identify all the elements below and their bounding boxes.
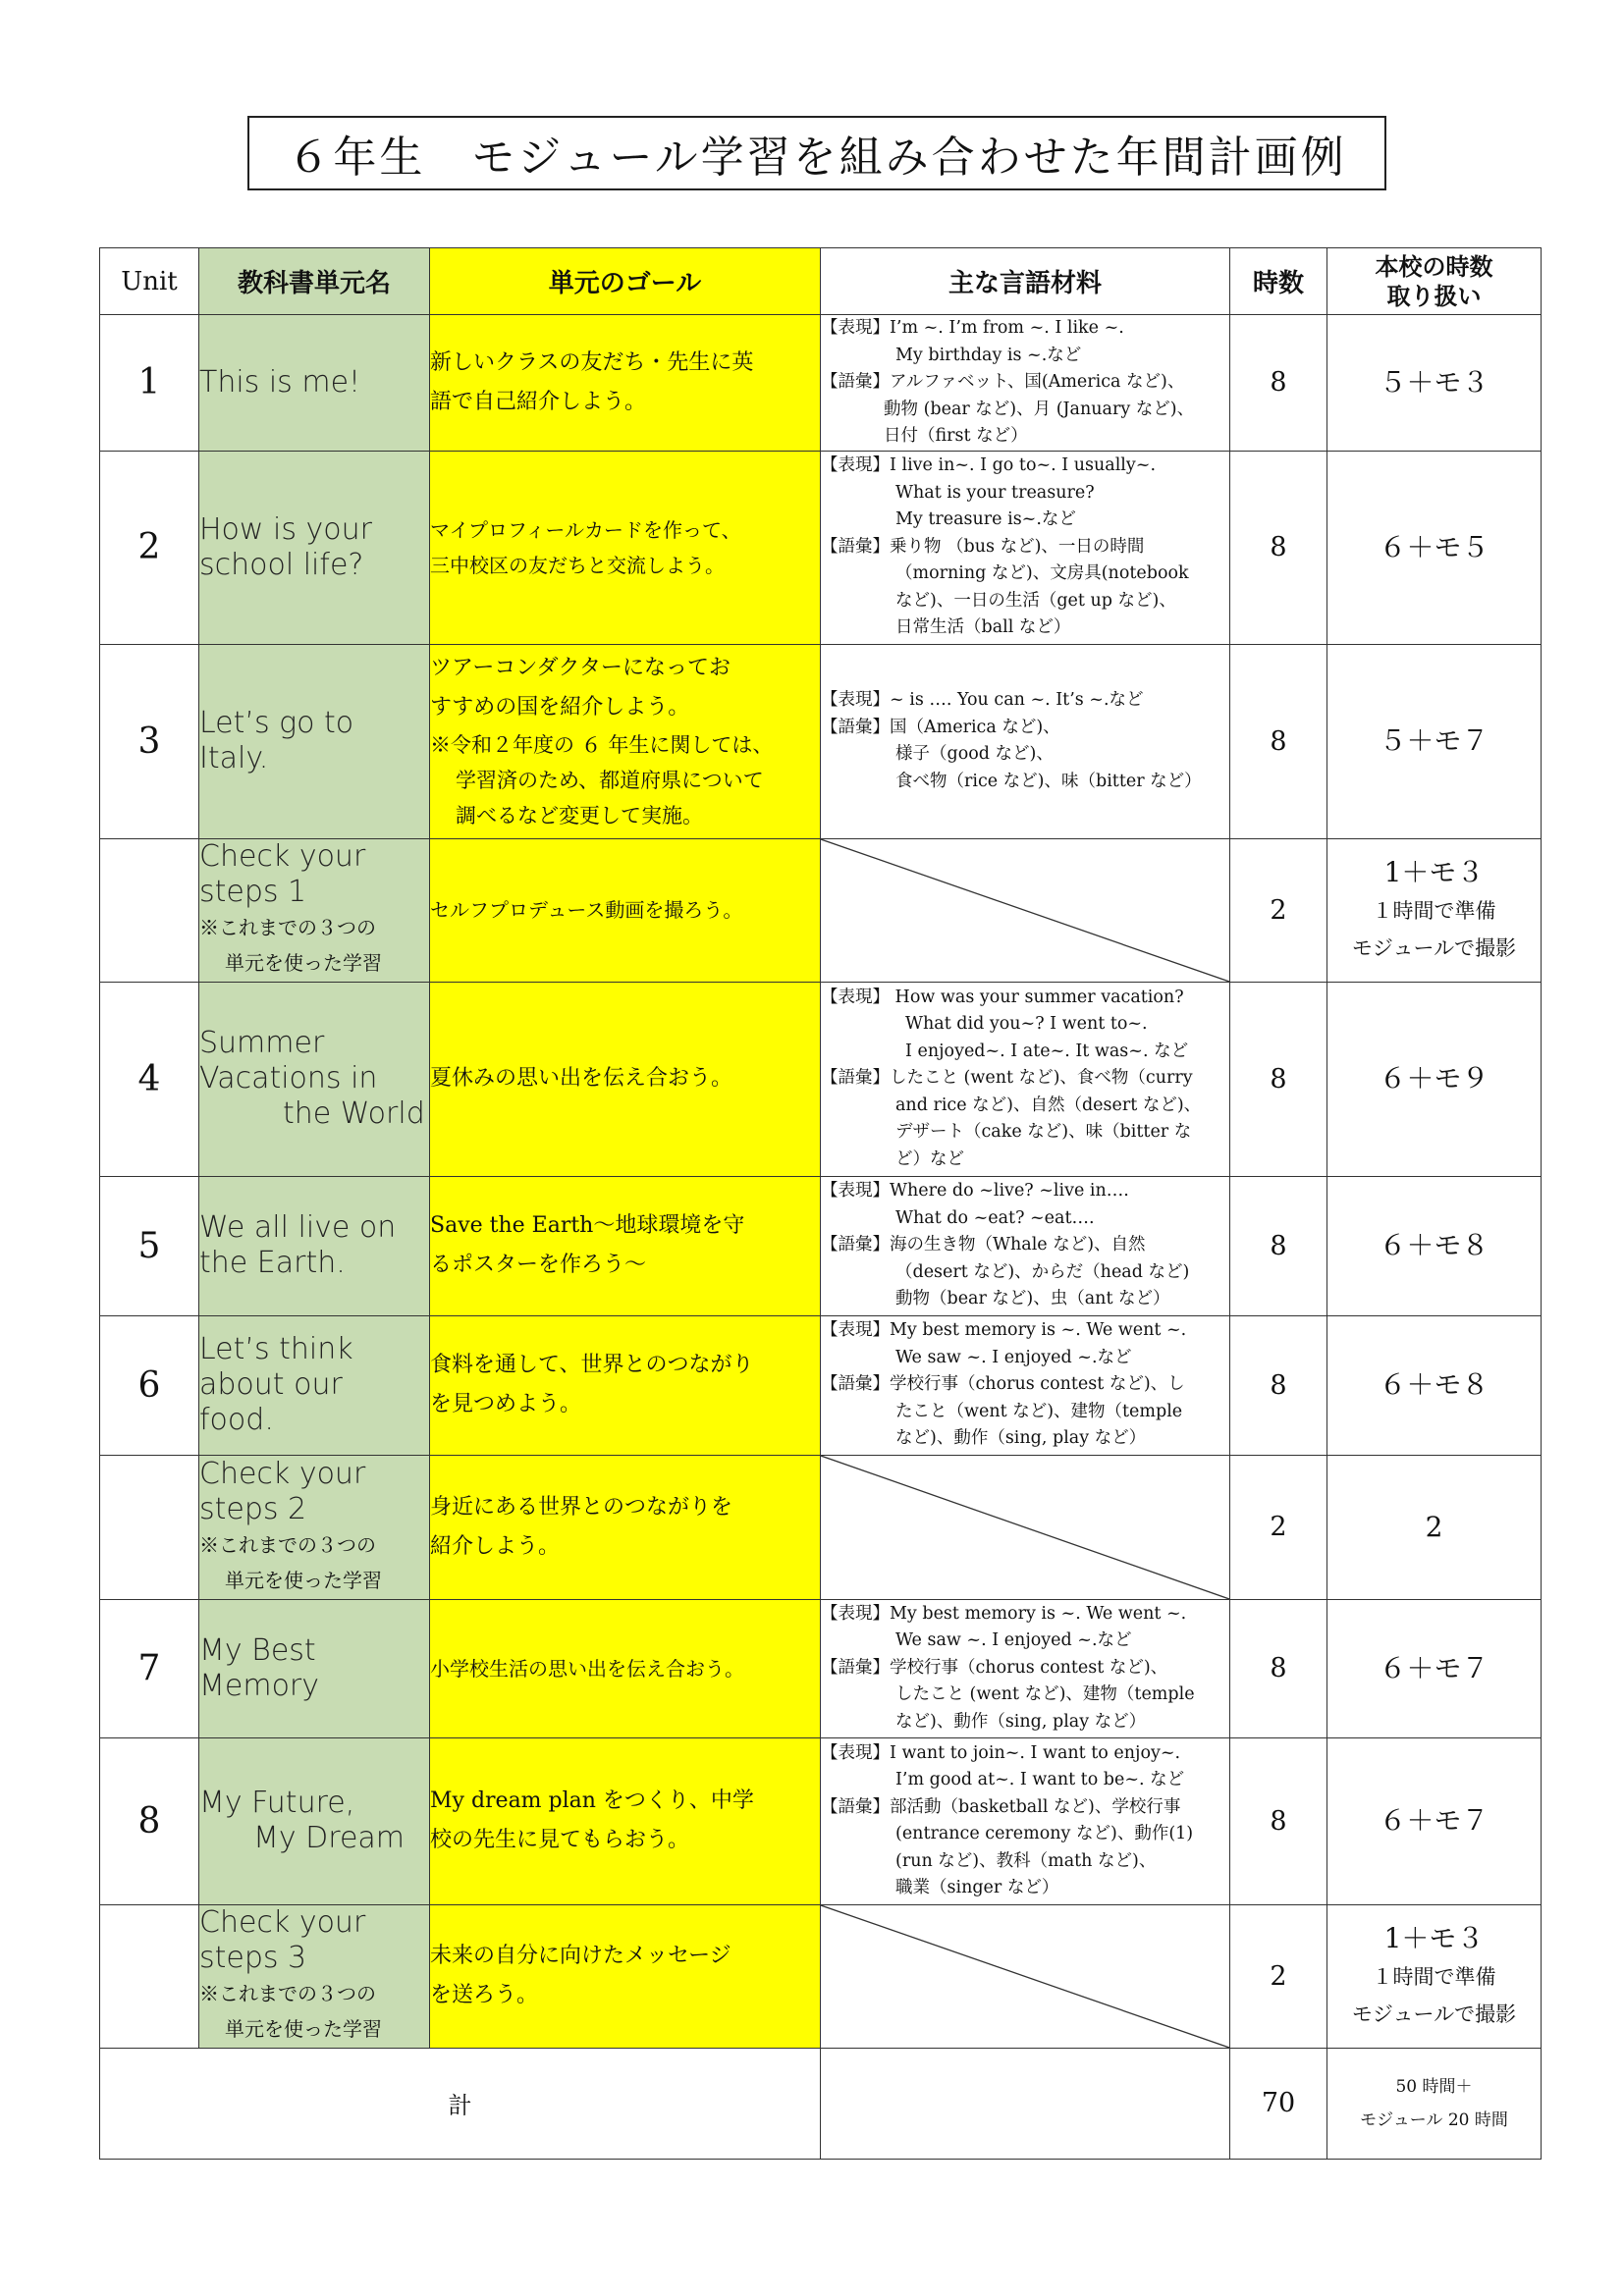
material-line: 日付（first など） <box>884 426 1028 446</box>
unit-name-line: Let’s go to Italy. <box>199 706 354 775</box>
header-unit: Unit <box>100 248 199 315</box>
unit-name-line: How is your <box>199 511 372 547</box>
material-line: 日常生活（ball など） <box>895 617 1071 638</box>
hours: 8 <box>1230 982 1327 1176</box>
material-line: 【語彙】学校行事（chorus contest など)、 <box>821 1657 1168 1678</box>
material-line: など)、一日の生活（get up など)、 <box>895 590 1176 611</box>
school-hours <box>1327 1176 1542 1315</box>
material-line: 【表現】My best memory is ~. We went ~. <box>821 1320 1187 1341</box>
unit-name-line: My Future, <box>199 1786 355 1820</box>
school-hours-line: ６＋モ７ <box>1379 1651 1489 1684</box>
material-line: 食べ物（rice など)、味（bitter など） <box>895 771 1202 791</box>
unit-goal <box>430 838 821 982</box>
material-line: 動物 (bear など)、月 (January など)、 <box>884 399 1195 419</box>
goal-line: 新しいクラスの友だち・先生に英 <box>430 349 754 375</box>
unit-name-line: Check your <box>199 1456 366 1491</box>
unit-name-line: Memory <box>199 1668 320 1703</box>
table-row <box>100 1455 1542 1599</box>
unit-name-note <box>199 910 429 981</box>
table-row <box>100 838 1542 982</box>
material-line: (entrance ceremony など)、動作(1) <box>895 1824 1194 1843</box>
goal-line: 未来の自分に向けたメッセージ <box>430 1944 731 1968</box>
unit-goal <box>430 1455 821 1599</box>
diagonal-line <box>821 839 1229 982</box>
unit-name-note-line: ※これまでの３つの <box>199 1982 376 2005</box>
unit-number: 1 <box>100 315 199 452</box>
diagonal-line <box>821 1456 1229 1599</box>
unit-name-note <box>199 1527 429 1598</box>
material-line: (run など)、教科（math など)、 <box>895 1850 1157 1871</box>
school-hours-line: １時間で準備 <box>1372 899 1496 923</box>
unit-name <box>199 315 430 452</box>
school-hours-line: モジュールで撮影 <box>1351 936 1517 960</box>
language-materials <box>821 1599 1230 1737</box>
unit-name <box>199 451 430 644</box>
hours: 8 <box>1230 315 1327 452</box>
unit-goal <box>430 1315 821 1455</box>
language-materials <box>821 451 1230 644</box>
header-ours-line2: 取り扱い <box>1386 281 1482 310</box>
school-hours <box>1327 1904 1542 2048</box>
unit-name-line: steps 3 <box>199 1941 307 1975</box>
material-line: 【表現】I’m ~. I’m from ~. I like ~. <box>821 318 1124 338</box>
material-line: したこと (went など)、建物（temple <box>895 1684 1195 1705</box>
school-hours-line: １時間で準備 <box>1372 1965 1496 1989</box>
material-line: 【語彙】国（America など)、 <box>821 717 1060 737</box>
goal-line: マイプロフィールカードを作って、 <box>430 517 741 542</box>
school-hours <box>1327 451 1542 644</box>
empty-materials-cell <box>821 1455 1230 1599</box>
header-name: 教科書単元名 <box>199 248 430 315</box>
goal-line: を見つめよう。 <box>430 1392 582 1416</box>
material-line: （morning など)、文房具(notebook <box>895 563 1189 584</box>
unit-goal <box>430 1176 821 1315</box>
diagonal-line <box>821 1905 1229 2048</box>
unit-goal <box>430 982 821 1176</box>
unit-name-line: steps 1 <box>199 875 307 909</box>
goal-line: 食料を通して、世界とのつながり <box>430 1353 754 1377</box>
material-line: 【表現】My best memory is ~. We went ~. <box>821 1603 1187 1624</box>
material-line: など)、動作（sing, play など） <box>895 1428 1147 1449</box>
unit-goal <box>430 1904 821 2048</box>
table-row <box>100 315 1542 452</box>
goal-note-line: ※令和２年度の ６ 年生に関しては、 <box>430 733 774 757</box>
total-row <box>100 2048 1542 2159</box>
goal-note <box>430 727 820 833</box>
material-line: My treasure is~.など <box>895 509 1076 530</box>
goal-line: 紹介しよう。 <box>430 1533 561 1559</box>
unit-name-line: the World <box>283 1096 425 1131</box>
unit-number: 3 <box>100 644 199 838</box>
school-hours <box>1327 644 1542 838</box>
language-materials <box>821 1176 1230 1315</box>
table-row <box>100 1904 1542 2048</box>
language-materials <box>821 982 1230 1176</box>
empty-materials-cell <box>821 838 1230 982</box>
unit-name-line: Check your <box>199 839 366 874</box>
unit-goal <box>430 451 821 644</box>
goal-line: るポスターを作ろう～ <box>430 1253 647 1277</box>
unit-number: 5 <box>100 1176 199 1315</box>
table-row <box>100 1737 1542 1904</box>
unit-name-line: Check your <box>199 1905 366 1940</box>
header-ours-line1: 本校の時数 <box>1375 251 1493 281</box>
unit-name <box>199 1737 430 1904</box>
material-line: 様子（good など)、 <box>895 744 1054 764</box>
material-line: など)、動作（sing, play など） <box>895 1711 1147 1732</box>
unit-number: 7 <box>100 1599 199 1737</box>
material-line: 職業（singer など） <box>895 1878 1059 1897</box>
unit-name-line: My Best <box>199 1632 316 1668</box>
goal-line: ツアーコンダクターになってお <box>430 656 731 680</box>
unit-number <box>100 838 199 982</box>
unit-number <box>100 1455 199 1599</box>
total-school-hours-line: 50 時間＋ <box>1395 2076 1473 2097</box>
school-hours <box>1327 315 1542 452</box>
header-row <box>100 248 1542 315</box>
school-hours <box>1327 1315 1542 1455</box>
unit-number: 6 <box>100 1315 199 1455</box>
unit-name-note <box>199 1976 429 2047</box>
hours: 8 <box>1230 1737 1327 1904</box>
school-hours-line: ６＋モ７ <box>1379 1804 1489 1837</box>
total-school-hours-line: モジュール 20 時間 <box>1360 2109 1508 2130</box>
unit-name-line: about our <box>199 1367 343 1402</box>
total-label: 計 <box>100 2048 821 2159</box>
hours: 2 <box>1230 1904 1327 2048</box>
material-line: We saw ~. I enjoyed ~.など <box>895 1630 1132 1651</box>
school-hours <box>1327 1737 1542 1904</box>
material-line: 【表現】~ is …. You can ~. It’s ~.など <box>821 690 1144 710</box>
table-row <box>100 644 1542 838</box>
school-hours <box>1327 1455 1542 1599</box>
hours: 8 <box>1230 1176 1327 1315</box>
unit-name-line: This is me! <box>199 364 361 400</box>
total-materials-empty <box>821 2048 1230 2159</box>
school-hours <box>1327 1599 1542 1737</box>
language-materials <box>821 1737 1230 1904</box>
goal-line: My dream plan をつくり、中学 <box>430 1789 754 1813</box>
school-hours-line: ６＋モ５ <box>1379 530 1489 563</box>
material-line: 【語彙】学校行事（chorus contest など)、し <box>821 1374 1185 1395</box>
school-hours <box>1327 982 1542 1176</box>
language-materials <box>821 1315 1230 1455</box>
unit-goal <box>430 315 821 452</box>
hours: 2 <box>1230 838 1327 982</box>
hours: 8 <box>1230 1315 1327 1455</box>
header-hours: 時数 <box>1230 248 1327 315</box>
unit-name-line: food. <box>199 1403 274 1437</box>
table-row <box>100 1599 1542 1737</box>
unit-name <box>199 1455 430 1599</box>
school-hours-line: 2 <box>1425 1510 1443 1543</box>
school-hours-line: ６＋モ９ <box>1379 1062 1489 1095</box>
school-hours-line: ６＋モ８ <box>1379 1229 1489 1261</box>
unit-name <box>199 982 430 1176</box>
table-row <box>100 982 1542 1176</box>
material-line: 【表現】I live in~. I go to~. I usually~. <box>821 455 1157 476</box>
page-title-box <box>247 116 1386 190</box>
hours: 2 <box>1230 1455 1327 1599</box>
material-line: 【語彙】アルファベット、国(America など)、 <box>821 372 1185 392</box>
goal-line: 身近にある世界とのつながりを <box>430 1494 733 1520</box>
material-line: I’m good at~. I want to be~. など <box>895 1770 1185 1789</box>
material-line: What is your treasure? <box>895 482 1095 503</box>
total-hours: 70 <box>1230 2048 1327 2159</box>
unit-number: 4 <box>100 982 199 1176</box>
header-ours <box>1327 248 1542 315</box>
language-materials <box>821 315 1230 452</box>
unit-goal <box>430 1599 821 1737</box>
school-hours-line: 1＋モ３ <box>1383 856 1485 888</box>
page-title: ６年生 モジュール学習を組み合わせた年間計画例 <box>287 133 1347 183</box>
unit-name <box>199 644 430 838</box>
table-row <box>100 451 1542 644</box>
goal-line: 小学校生活の思い出を伝え合おう。 <box>430 1656 744 1681</box>
table-row <box>100 1315 1542 1455</box>
hours: 8 <box>1230 644 1327 838</box>
goal-note-line: 調べるなど変更して実施。 <box>456 804 703 828</box>
unit-name-note-line: 単元を使った学習 <box>225 2017 382 2041</box>
goal-line: 語で自己紹介しよう。 <box>430 389 647 414</box>
unit-name <box>199 1315 430 1455</box>
unit-name-line: steps 2 <box>199 1491 307 1526</box>
goal-line: セルフプロデュース動画を撮ろう。 <box>430 898 743 922</box>
school-hours-line: 1＋モ３ <box>1383 1922 1485 1954</box>
unit-name <box>199 838 430 982</box>
unit-name-note-line: ※これまでの３つの <box>199 916 376 939</box>
unit-name-line: the Earth. <box>199 1246 346 1280</box>
goal-line: を送ろう。 <box>430 1983 539 2007</box>
hours: 8 <box>1230 1599 1327 1737</box>
unit-name-note-line: ※これまでの３つの <box>199 1532 376 1557</box>
header-materials: 主な言語材料 <box>821 248 1230 315</box>
goal-line: 校の先生に見てもらおう。 <box>430 1828 690 1852</box>
material-line: たこと（went など)、建物（temple <box>895 1401 1183 1421</box>
unit-name-line: Vacations in <box>199 1061 378 1095</box>
school-hours-line: ６＋モ８ <box>1379 1368 1489 1401</box>
annual-plan-table <box>99 247 1542 2160</box>
goal-note-line: 学習済のため、都道府県について <box>456 769 764 792</box>
material-line: 【語彙】部活動（basketball など)、学校行事 <box>821 1796 1181 1817</box>
material-line: デザート（cake など)、味（bitter な <box>895 1122 1192 1143</box>
unit-name <box>199 1176 430 1315</box>
unit-number: 8 <box>100 1737 199 1904</box>
unit-goal <box>430 644 821 838</box>
material-line: 【語彙】乗り物 （bus など)、一日の時間 <box>821 536 1145 557</box>
material-line: What do ~eat? ~eat…. <box>895 1207 1095 1228</box>
school-hours-line: ５＋モ３ <box>1379 365 1489 399</box>
material-line: 【語彙】海の生き物（Whale など)、自然 <box>821 1235 1146 1255</box>
goal-line: すすめの国を紹介しよう。 <box>430 695 690 720</box>
hours: 8 <box>1230 451 1327 644</box>
empty-materials-cell <box>821 1904 1230 2048</box>
unit-name-line: Let’s think <box>199 1332 353 1366</box>
total-school-hours <box>1327 2048 1542 2159</box>
school-hours <box>1327 838 1542 982</box>
material-line: 【表現】I want to join~. I want to enjoy~. <box>821 1742 1181 1763</box>
material-line: I enjoyed~. I ate~. It was~. など <box>905 1041 1189 1061</box>
unit-name-line: We all live on <box>199 1210 397 1245</box>
unit-number <box>100 1904 199 2048</box>
material-line: 動物（bear など)、虫（ant など） <box>895 1289 1170 1309</box>
material-line: ど）など <box>895 1148 964 1169</box>
goal-line: Save the Earth～地球環境を守 <box>430 1213 745 1238</box>
material-line: What did you~? I went to~. <box>905 1014 1148 1035</box>
unit-goal <box>430 1737 821 1904</box>
unit-name-line: Summer <box>199 1026 325 1060</box>
language-materials <box>821 644 1230 838</box>
unit-number: 2 <box>100 451 199 644</box>
table-row <box>100 1176 1542 1315</box>
unit-name-note-line: 単元を使った学習 <box>225 951 382 975</box>
material-line: 【表現】 How was your summer vacation? <box>821 987 1184 1007</box>
unit-name-line: school life? <box>199 547 364 582</box>
material-line: 【語彙】したこと (went など)、食べ物（curry <box>821 1068 1193 1089</box>
unit-name <box>199 1904 430 2048</box>
school-hours-line: モジュールで撮影 <box>1351 2002 1517 2026</box>
material-line: and rice など)、自然（desert など)、 <box>895 1095 1202 1115</box>
material-line: 【表現】Where do ~live? ~live in…. <box>821 1181 1129 1201</box>
material-line: We saw ~. I enjoyed ~.など <box>895 1347 1132 1367</box>
header-goal: 単元のゴール <box>430 248 821 315</box>
unit-name-line: My Dream <box>253 1821 406 1855</box>
material-line: （desert など)、からだ（head など) <box>895 1261 1190 1282</box>
unit-name-note-line: 単元を使った学習 <box>225 1568 382 1592</box>
goal-line: 夏休みの思い出を伝え合おう。 <box>430 1066 733 1091</box>
unit-name <box>199 1599 430 1737</box>
goal-line: 三中校区の友だちと交流しよう。 <box>430 553 725 577</box>
school-hours-line: ５＋モ７ <box>1379 724 1489 757</box>
material-line: My birthday is ~.など <box>895 345 1082 365</box>
